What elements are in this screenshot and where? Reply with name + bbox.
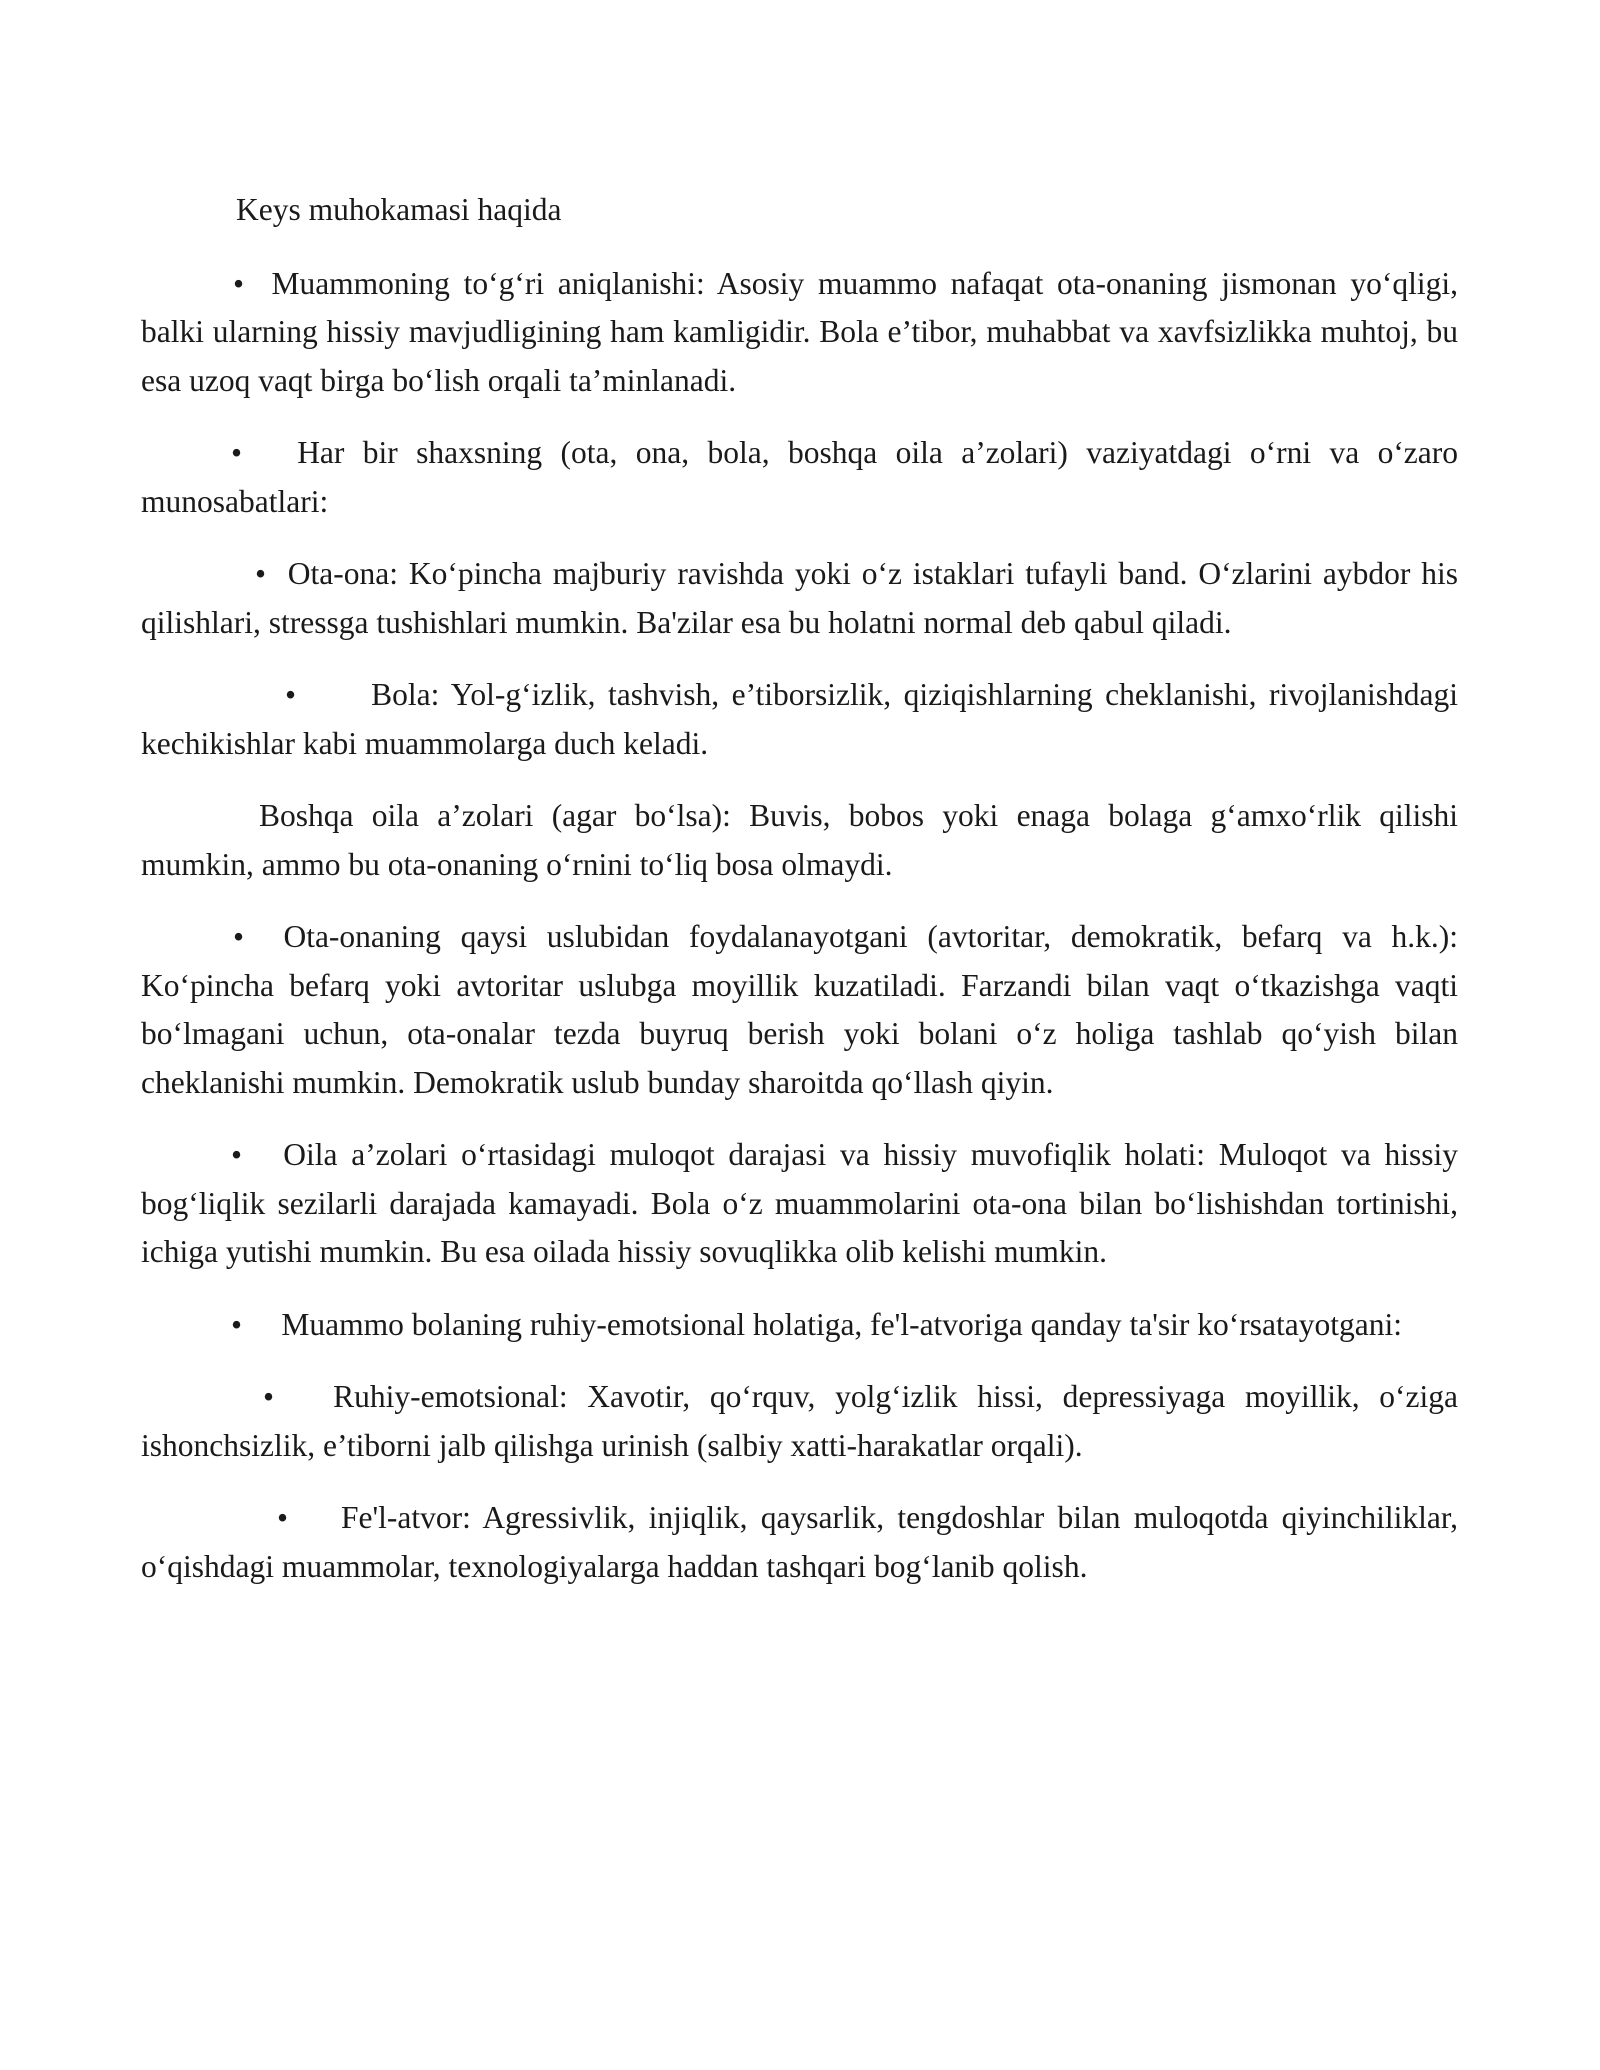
paragraph-text: Oila a’zolari o‘rtasidagi muloqot darajasi va hissiy muvofiqlik holati: Muloqot va hissiy bog‘liqlik sezilarli darajada kamayadi. Bola o‘z muammolarini ota-ona bilan bo‘lishishdan tortinishi, ichiga yutishi mumkin. Bu esa oilada hissiy sovuqlikka olib kelishi mumkin. [141, 1137, 1458, 1269]
paragraph-text: Boshqa oila a’zolari (agar bo‘lsa): Buvis, bobos yoki enaga bolaga g‘amxo‘rlik qilishi mumkin, ammo bu ota-onaning o‘rnini to‘liq bosa olmaydi. [141, 798, 1458, 882]
paragraph-emotional [141, 1373, 1458, 1470]
paragraph-parenting-style [141, 913, 1458, 1107]
bullet-marker: • [263, 1379, 275, 1414]
paragraph-text: Ota-ona: Ko‘pincha majburiy ravishda yoki o‘z istaklari tufayli band. O‘zlarini aybdor his qilishlari, stressga tushishlari mumkin. Ba'zilar esa bu holatni normal deb qabul qiladi. [141, 556, 1459, 640]
document-title: Keys muhokamasi haqida [236, 192, 562, 227]
paragraph-roles [141, 429, 1458, 526]
bullet-marker: • [231, 1306, 243, 1342]
paragraph-impact [141, 1301, 1458, 1350]
paragraph-text: Ota-onaning qaysi uslubidan foydalanayotgani (avtoritar, demokratik, befarq va h.k.): Ko‘pincha befarq yoki avtoritar uslubga moyillik kuzatiladi. Farzandi bilan vaqt o‘tkazishga vaqti bo‘lmagani uchun, ota-onalar tezda buyruq berish yoki bolani o‘z holiga tashlab qo‘yish bilan cheklanishi mumkin. Demokratik uslub bunday sharoitda qo‘llash qiyin. [141, 919, 1459, 1100]
paragraph-behavior [141, 1494, 1458, 1591]
paragraph-text: Muammoning to‘g‘ri aniqlanishi: Asosiy muammo nafaqat ota-onaning jismonan yo‘qligi, balki ularning hissiy mavjudligining ham kamligidir. Bola e’tibor, muhabbat va xavfsizlikka muhtoj, bu esa uzoq vaqt birga bo‘lish orqali ta’minlanadi. [141, 265, 1459, 398]
bullet-marker: • [255, 556, 267, 591]
paragraph-child [141, 671, 1458, 768]
bullet-marker: • [285, 677, 297, 712]
paragraph-communication [141, 1131, 1458, 1277]
bullet-marker: • [231, 1137, 243, 1172]
bullet-marker: • [233, 265, 245, 301]
bullet-marker: • [231, 435, 243, 470]
document-body [141, 186, 1458, 1615]
paragraph-parents [141, 550, 1458, 647]
paragraph-text: Ruhiy-emotsional: Xavotir, qo‘rquv, yolg‘izlik hissi, depressiyaga moyillik, o‘ziga ishonchsizlik, e’tiborni jalb qilishga urinish (salbiy xatti-harakatlar orqali). [141, 1379, 1459, 1463]
paragraph-text: Har bir shaxsning (ota, ona, bola, boshqa oila a’zolari) vaziyatdagi o‘rni va o‘zaro munosabatlari: [141, 435, 1459, 519]
paragraph-other-family [141, 792, 1458, 889]
paragraph-problem-definition [141, 260, 1458, 406]
paragraph-text: Bola: Yol-g‘izlik, tashvish, e’tiborsizlik, qiziqishlarning cheklanishi, rivojlanishdagi kechikishlar kabi muammolarga duch keladi. [141, 677, 1458, 761]
paragraph-text: Fe'l-atvor: Agressivlik, injiqlik, qaysarlik, tengdoshlar bilan muloqotda qiyinchiliklar, o‘qishdagi muammolar, texnologiyalarga haddan tashqari bog‘lanib qolish. [141, 1500, 1459, 1584]
paragraph-text: Muammo bolaning ruhiy-emotsional holatiga, fe'l-atvoriga qanday ta'sir ko‘rsatayotgani: [281, 1306, 1402, 1342]
bullet-marker: • [277, 1500, 289, 1535]
bullet-marker: • [233, 919, 245, 954]
